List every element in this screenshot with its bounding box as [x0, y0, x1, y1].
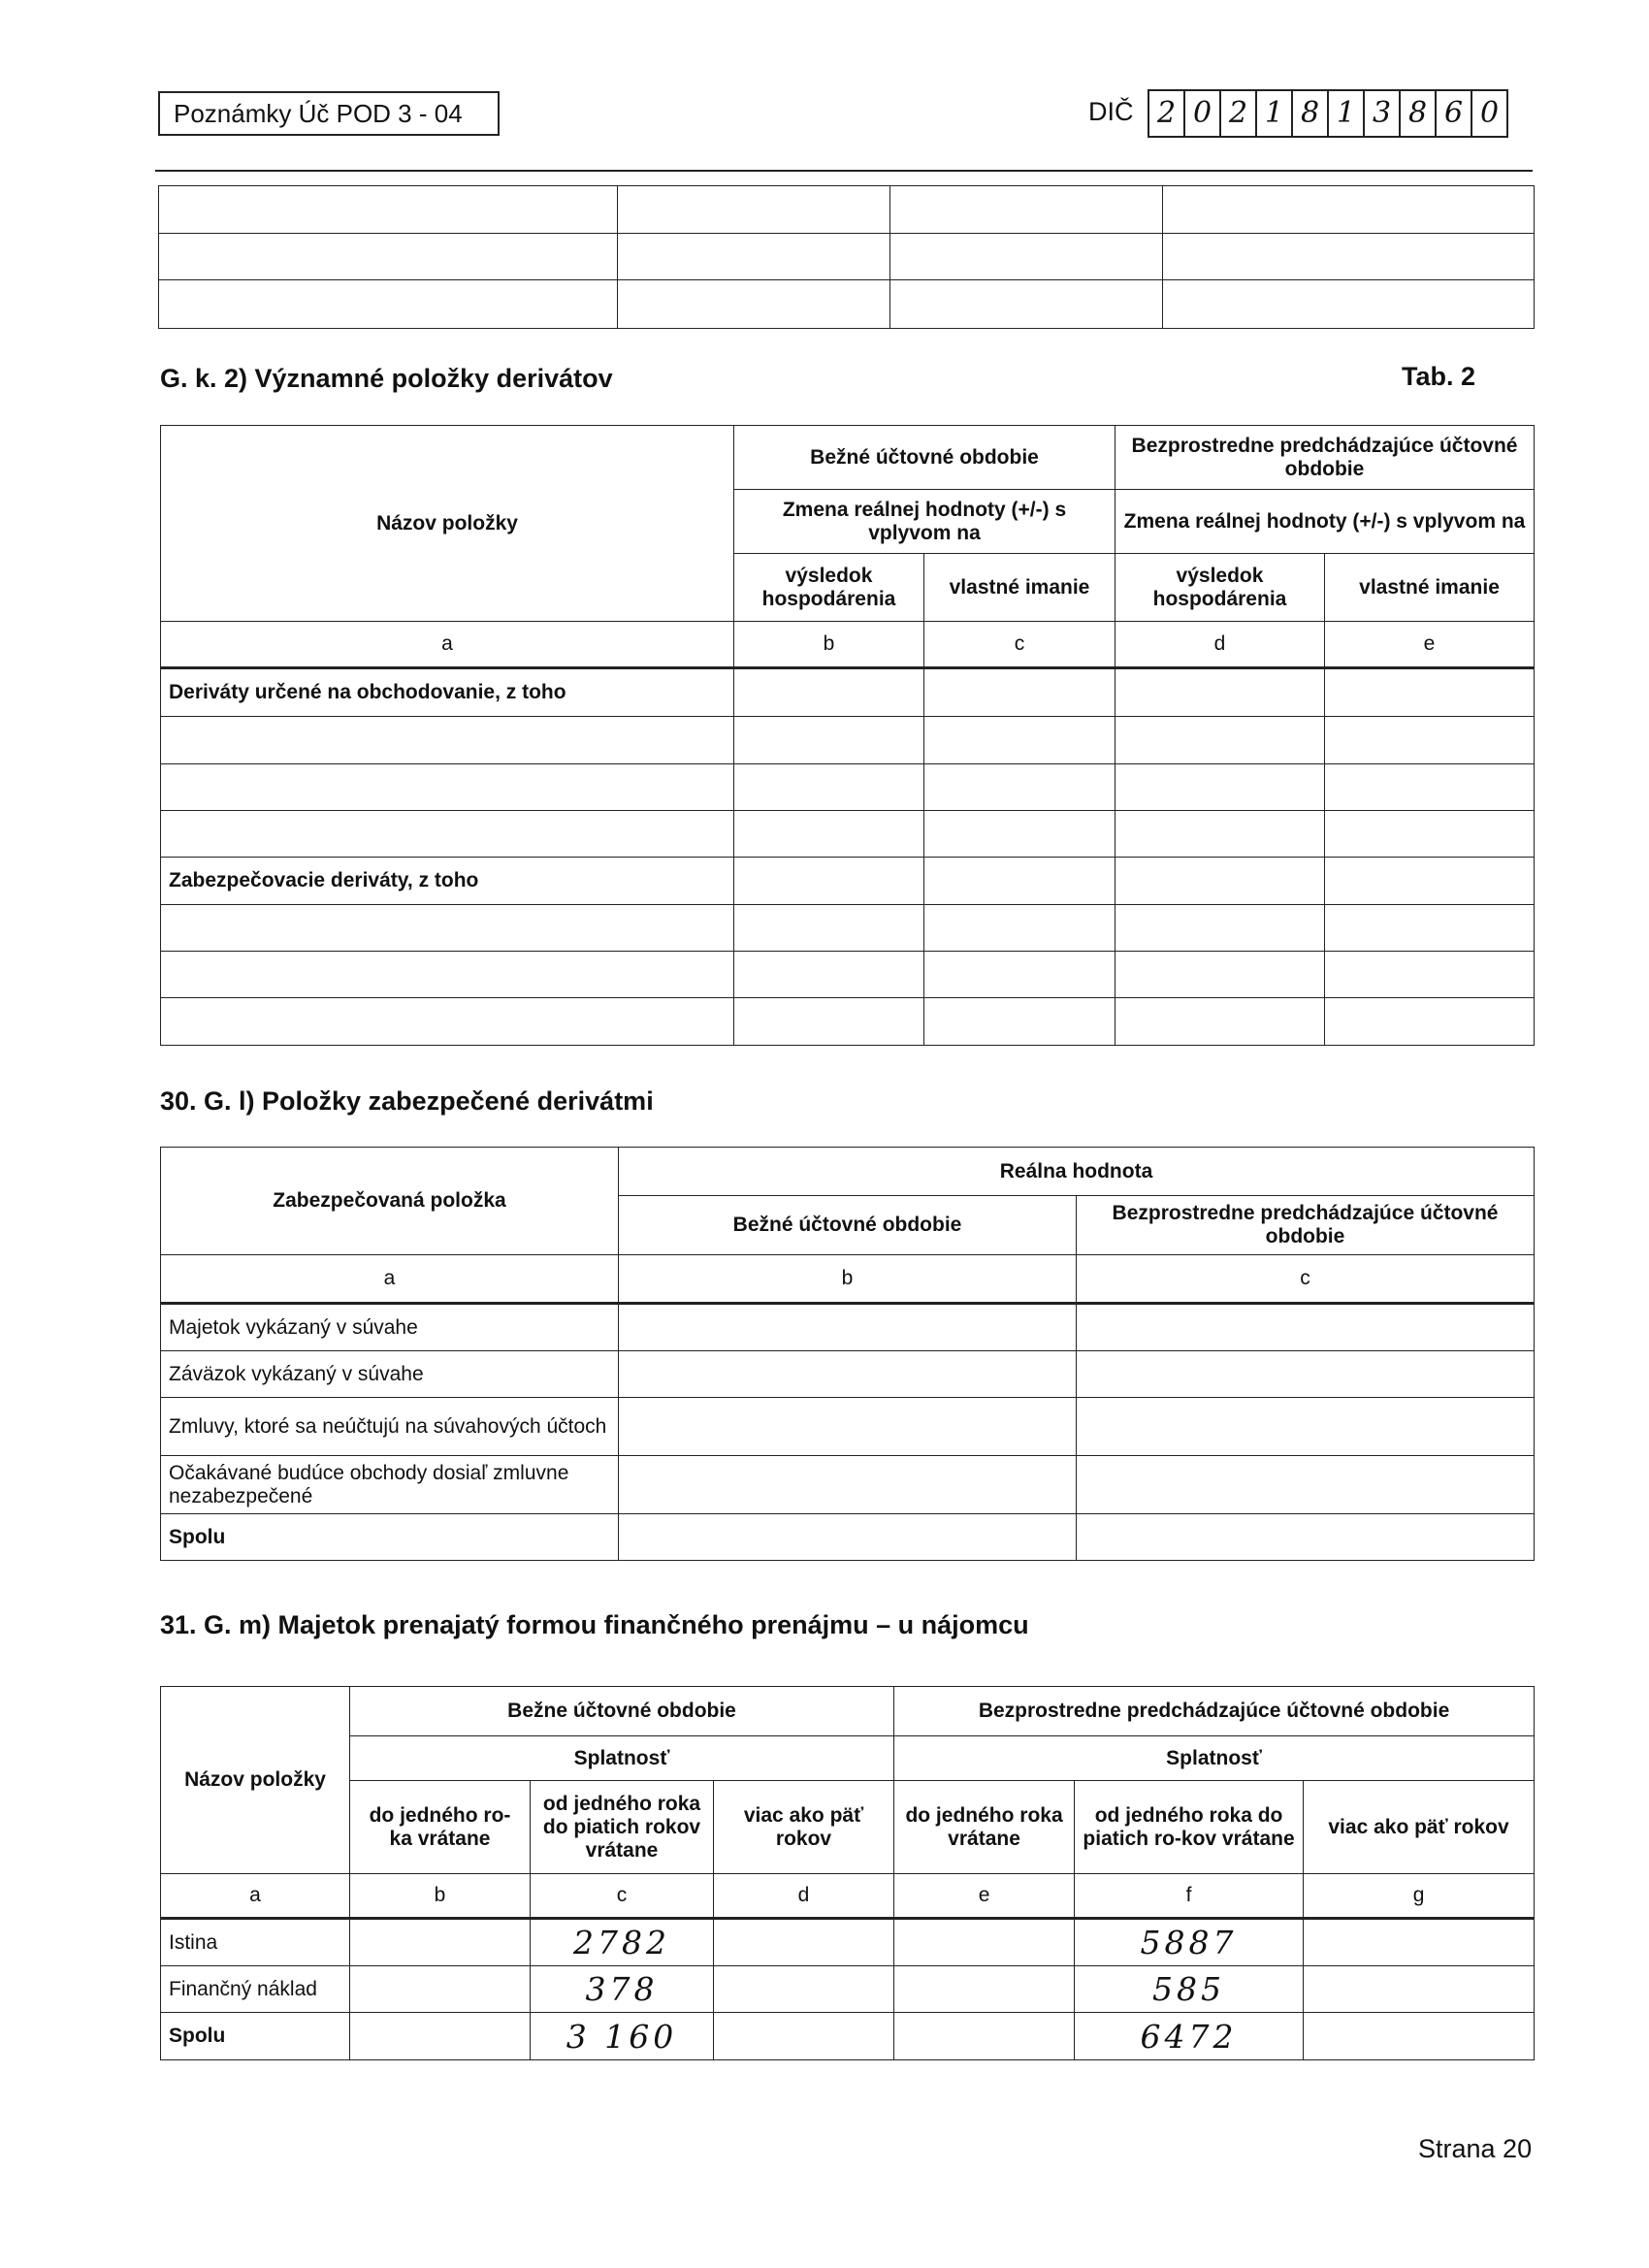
col-maturity-bucket: do jedného roka vrátane: [894, 1781, 1075, 1874]
handwritten-value: 378: [531, 1966, 714, 2013]
table-row: Istina: [161, 1919, 350, 1966]
col-letter: c: [924, 622, 1116, 668]
table-row: Očakávané budúce obchody dosiaľ zmluvne nezabezpečené: [161, 1456, 619, 1514]
hedged-items-table: [160, 1147, 1535, 1561]
dic-digit: 0: [1185, 91, 1221, 136]
dic-digit: 1: [1329, 91, 1365, 136]
col-letter: b: [619, 1255, 1077, 1304]
table-row: Zabezpečovacie deriváty, z toho: [161, 858, 734, 905]
col-letter: c: [1077, 1255, 1535, 1304]
dic-digit: 6: [1437, 91, 1472, 136]
col-previous-header: Bezprostredne predchádzajúce účtovné obdobie: [894, 1687, 1535, 1736]
handwritten-value: 2782: [531, 1919, 714, 1966]
col-letter: g: [1304, 1874, 1535, 1919]
col-maturity-bucket: viac ako päť rokov: [714, 1781, 894, 1874]
table-row: Deriváty určené na obchodovanie, z toho: [161, 668, 734, 717]
continuation-table: [158, 185, 1535, 329]
page-number: Strana 20: [1418, 2134, 1533, 2163]
col-letter: b: [350, 1874, 531, 1919]
col-letter: e: [1325, 622, 1535, 668]
tab2-label: Tab. 2: [1402, 362, 1476, 391]
col-change-header: Zmena reálnej hodnoty (+/-) s vplyvom na: [734, 490, 1116, 554]
tab2-heading: G. k. 2) Významné položky derivátov: [160, 364, 613, 393]
col-letter: d: [1116, 622, 1325, 668]
col-previous-header: Bezprostredne predchádzajúce účtovné obdobie: [1077, 1196, 1535, 1255]
dic-digit: 8: [1401, 91, 1437, 136]
col-maturity-bucket: do jedného ro-ka vrátane: [350, 1781, 531, 1874]
sec31-heading: 31. G. m) Majetok prenajatý formou finančného prenájmu – u nájomcu: [160, 1610, 1029, 1639]
table-row: Finančný náklad: [161, 1966, 350, 2013]
col-letter: b: [734, 622, 924, 668]
table-row: Spolu: [161, 1514, 619, 1561]
col-equity-header: vlastné imanie: [1325, 554, 1535, 622]
col-result-header: výsledok hospodárenia: [1116, 554, 1325, 622]
col-name-header: Názov položky: [161, 426, 734, 622]
col-letter: a: [161, 1874, 350, 1919]
table-row: Majetok vykázaný v súvahe: [161, 1304, 619, 1351]
col-letter: c: [531, 1874, 714, 1919]
col-maturity-header: Splatnosť: [894, 1736, 1535, 1781]
col-letter: e: [894, 1874, 1075, 1919]
derivatives-table: [160, 425, 1535, 1046]
form-label: Poznámky Úč POD 3 - 04: [158, 91, 500, 136]
col-current-header: Bežne účtovné obdobie: [350, 1687, 894, 1736]
handwritten-value: 6472: [1075, 2013, 1304, 2060]
table-row: [161, 811, 734, 858]
table-row: [161, 998, 734, 1046]
col-maturity-bucket: od jedného roka do piatich rokov vrátane: [531, 1781, 714, 1874]
col-current-header: Bežné účtovné obdobie: [734, 426, 1116, 490]
col-letter: a: [161, 1255, 619, 1304]
col-change-header: Zmena reálnej hodnoty (+/-) s vplyvom na: [1116, 490, 1535, 554]
col-result-header: výsledok hospodárenia: [734, 554, 924, 622]
table-row: [161, 717, 734, 764]
col-name-header: Názov položky: [161, 1687, 350, 1874]
dic-digit: 2: [1221, 91, 1257, 136]
header-divider: [155, 170, 1533, 172]
col-current-header: Bežné účtovné obdobie: [619, 1196, 1077, 1255]
dic-digit: 0: [1479, 96, 1500, 130]
dic-field: [1148, 89, 1508, 138]
sec30-heading: 30. G. l) Položky zabezpečené derivátmi: [160, 1086, 654, 1116]
table-row: Zmluvy, ktoré sa neúčtujú na súvahových účtoch: [161, 1398, 619, 1456]
table-row: Spolu: [161, 2013, 350, 2060]
handwritten-value: 3 160: [531, 2013, 714, 2060]
col-equity-header: vlastné imanie: [924, 554, 1116, 622]
dic-digit: 8: [1293, 91, 1329, 136]
dic-digit: 3: [1365, 91, 1401, 136]
handwritten-value: 5887: [1075, 1919, 1304, 1966]
col-previous-header: Bezprostredne predchádzajúce účtovné obdobie: [1116, 426, 1535, 490]
finance-lease-table: [160, 1686, 1535, 2060]
dic-digit: 2: [1149, 91, 1185, 136]
col-maturity-header: Splatnosť: [350, 1736, 894, 1781]
col-maturity-bucket: od jedného roka do piatich ro-kov vrátane: [1075, 1781, 1304, 1874]
col-fair-value-header: Reálna hodnota: [619, 1148, 1535, 1196]
dic-label: DIČ: [1088, 97, 1134, 126]
dic-digit: 1: [1257, 91, 1293, 136]
table-row: Záväzok vykázaný v súvahe: [161, 1351, 619, 1398]
col-letter: f: [1075, 1874, 1304, 1919]
col-item-header: Zabezpečovaná položka: [161, 1148, 619, 1255]
handwritten-value: 585: [1075, 1966, 1304, 2013]
table-row: [161, 952, 734, 998]
col-letter: d: [714, 1874, 894, 1919]
table-row: [161, 905, 734, 952]
table-row: [161, 764, 734, 811]
col-letter: a: [161, 622, 734, 668]
col-maturity-bucket: viac ako päť rokov: [1304, 1781, 1535, 1874]
